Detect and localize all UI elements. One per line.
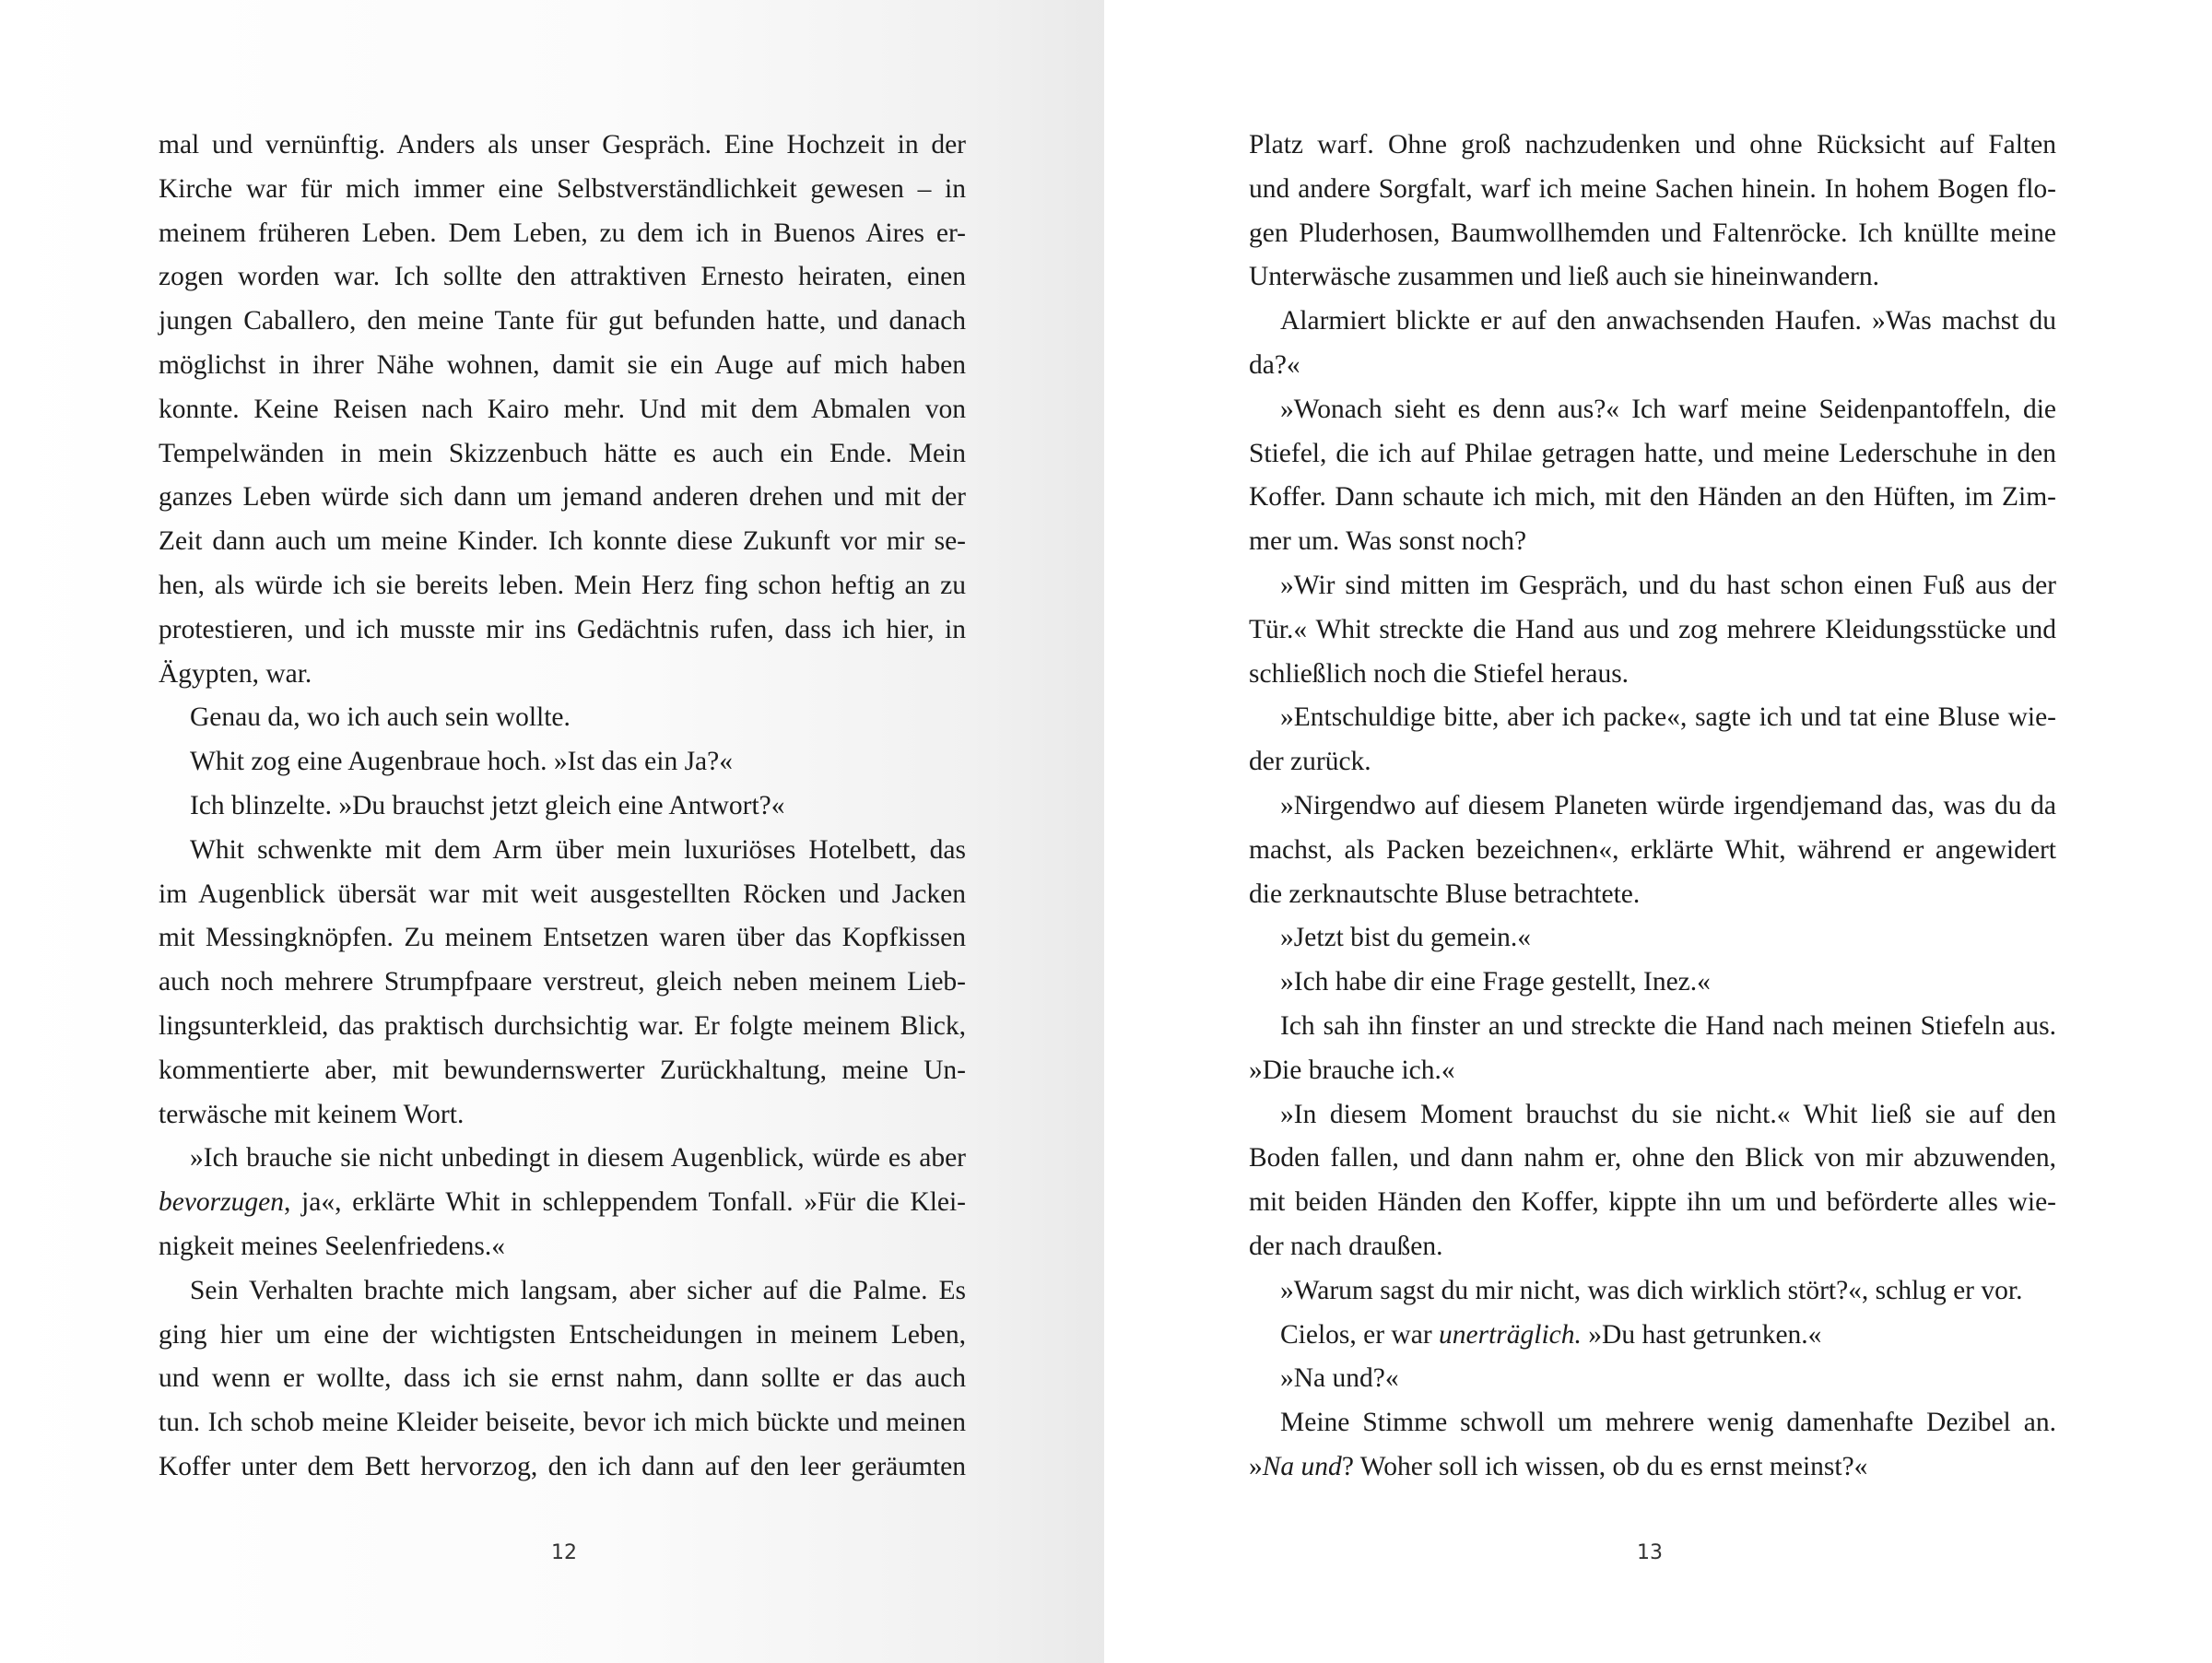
text-line: Meine Stimme schwoll um mehrere wenig damenhafte Dezibel an. <box>1280 1408 2056 1438</box>
left-page <box>0 0 1104 1663</box>
text-line: auch noch mehrere Strumpfpaare verstreut, gleich neben meinem Lieb- <box>159 967 966 997</box>
text-line: Stiefel, die ich auf Philae getragen hatte, und meine Lederschuhe in den <box>1249 438 2056 468</box>
text-segment: » <box>1249 1451 1263 1481</box>
text-line: der nach draußen. <box>1249 1231 1443 1261</box>
text-line <box>1249 1445 2056 1490</box>
left-page-text <box>159 124 966 1490</box>
text-line: »Ich habe dir eine Frage gestellt, Inez.« <box>1280 967 1711 997</box>
text-line: Kirche war für mich immer eine Selbstverständlichkeit gewesen – in <box>159 173 966 204</box>
text-line <box>159 1181 966 1225</box>
text-line: konnte. Keine Reisen nach Kairo mehr. Und mit dem Abmalen von <box>159 394 966 424</box>
right-page <box>1104 0 2212 1663</box>
text-line: Platz warf. Ohne groß nachzudenken und ohne Rücksicht auf Falten <box>1249 130 2056 159</box>
text-line <box>1249 1314 2056 1358</box>
text-line: Whit zog eine Augenbraue hoch. »Ist das ein Ja?« <box>190 747 733 777</box>
text-segment: , ja«, erklärte Whit in schleppendem Tonfall. »Für die Klei- <box>284 1187 966 1218</box>
text-line: Koffer. Dann schaute ich mich, mit den Händen an den Hüften, im Zim- <box>1249 482 2056 513</box>
text-line: protestieren, und ich musste mir ins Gedächtnis rufen, dass ich hier, in <box>159 614 966 644</box>
text-line: mit beiden Händen den Koffer, kippte ihn um und beförderte alles wie- <box>1249 1187 2056 1218</box>
page-number-right: 13 <box>1637 1541 1663 1564</box>
text-line: mer um. Was sonst noch? <box>1249 526 1527 557</box>
italic-text: Na und <box>1262 1451 1342 1481</box>
text-line: Zeit dann auch um meine Kinder. Ich konnte diese Zukunft vor mir se- <box>159 526 966 557</box>
text-line: der zurück. <box>1249 747 1371 777</box>
text-line: »Entschuldige bitte, aber ich packe«, sagte ich und tat eine Bluse wie- <box>1280 702 2056 733</box>
italic-text: unerträglich. <box>1439 1319 1582 1350</box>
text-line: Boden fallen, und dann nahm er, ohne den Blick von mir abzuwenden, <box>1249 1143 2056 1174</box>
text-segment: »Du hast getrunken.« <box>1581 1319 1822 1350</box>
text-line: Ich sah ihn finster an und streckte die Hand nach meinen Stiefeln aus. <box>1280 1010 2056 1041</box>
text-line: Tempelwänden in mein Skizzenbuch hätte es auch ein Ende. Mein <box>159 438 966 468</box>
text-line: »Na und?« <box>1280 1363 1399 1394</box>
text-line: nigkeit meines Seelenfriedens.« <box>159 1231 506 1261</box>
text-line: jungen Caballero, den meine Tante für gut befunden hatte, und danach <box>159 306 966 336</box>
text-line: hen, als würde ich sie bereits leben. Mein Herz fing schon heftig an zu <box>159 570 966 600</box>
text-line: mal und vernünftig. Anders als unser Gespräch. Eine Hochzeit in der <box>159 130 966 159</box>
text-line: die zerknautschte Bluse betrachtete. <box>1249 879 1641 909</box>
text-line: meinem früheren Leben. Dem Leben, zu dem ich in Buenos Aires er- <box>159 218 966 248</box>
text-line: »Wir sind mitten im Gespräch, und du hast schon einen Fuß aus der <box>1280 570 2056 600</box>
text-line: terwäsche mit keinem Wort. <box>159 1099 465 1129</box>
text-line: möglichst in ihrer Nähe wohnen, damit sie ein Auge auf mich haben <box>159 349 966 380</box>
text-line: machst, als Packen bezeichnen«, erklärte Whit, während er angewidert <box>1249 834 2056 865</box>
text-line: ganzes Leben würde sich dann um jemand anderen drehen und mit der <box>159 482 966 513</box>
text-line: ging hier um eine der wichtigsten Entscheidungen in meinem Leben, <box>159 1319 966 1350</box>
text-line: Alarmiert blickte er auf den anwachsenden Haufen. »Was machst du <box>1280 306 2056 336</box>
text-line: lingsunterkleid, das praktisch durchsichtig war. Er folgte meinem Blick, <box>159 1010 966 1041</box>
right-page-text <box>1249 124 2056 1490</box>
text-line: Unterwäsche zusammen und ließ auch sie hineinwandern. <box>1249 262 1880 292</box>
text-line: »Die brauche ich.« <box>1249 1055 1455 1085</box>
text-line: Ägypten, war. <box>159 658 312 689</box>
text-line: Whit schwenkte mit dem Arm über mein luxuriöses Hotelbett, das <box>190 834 966 865</box>
text-line: »Jetzt bist du gemein.« <box>1280 923 1532 953</box>
text-line: Tür.« Whit streckte die Hand aus und zog mehrere Kleidungsstücke und <box>1249 614 2056 644</box>
text-line: Ich blinzelte. »Du brauchst jetzt gleich eine Antwort?« <box>190 790 785 820</box>
text-line: »Warum sagst du mir nicht, was dich wirklich stört?«, schlug er vor. <box>1280 1275 2023 1305</box>
text-line: schließlich noch die Stiefel heraus. <box>1249 658 1630 689</box>
text-line: »Wonach sieht es denn aus?« Ich warf meine Seidenpantoffeln, die <box>1280 394 2056 424</box>
text-line: kommentierte aber, mit bewundernswerter Zurückhaltung, meine Un- <box>159 1055 966 1085</box>
text-line: »In diesem Moment brauchst du sie nicht.« Whit ließ sie auf den <box>1280 1099 2056 1129</box>
text-line: tun. Ich schob meine Kleider beiseite, bevor ich mich bückte und meinen <box>159 1408 966 1438</box>
text-line: »Ich brauche sie nicht unbedingt in diesem Augenblick, würde es aber <box>190 1143 966 1174</box>
text-line: Sein Verhalten brachte mich langsam, aber sicher auf die Palme. Es <box>190 1275 966 1305</box>
text-line: gen Pluderhosen, Baumwollhemden und Faltenröcke. Ich knüllte meine <box>1249 218 2056 248</box>
text-line: und andere Sorgfalt, warf ich meine Sachen hinein. In hohem Bogen flo- <box>1249 173 2056 204</box>
text-line: im Augenblick übersät war mit weit ausgestellten Röcken und Jacken <box>159 879 966 909</box>
text-line: zogen worden war. Ich sollte den attraktiven Ernesto heiraten, einen <box>159 262 966 292</box>
text-segment: Cielos, er war <box>1280 1319 1440 1350</box>
italic-text: bevorzugen <box>159 1187 284 1218</box>
text-line: mit Messingknöpfen. Zu meinem Entsetzen waren über das Kopfkissen <box>159 923 966 953</box>
page-number-left: 12 <box>551 1541 577 1564</box>
text-line: und wenn er wollte, dass ich sie ernst nahm, dann sollte er das auch <box>159 1363 966 1394</box>
text-line: Koffer unter dem Bett hervorzog, den ich dann auf den leer geräumten <box>159 1451 966 1481</box>
text-line: »Nirgendwo auf diesem Planeten würde irgendjemand das, was du da <box>1280 790 2056 820</box>
text-line: da?« <box>1249 349 1300 380</box>
text-line: Genau da, wo ich auch sein wollte. <box>190 702 571 733</box>
text-segment: ? Woher soll ich wissen, ob du es ernst meinst?« <box>1341 1451 1868 1481</box>
